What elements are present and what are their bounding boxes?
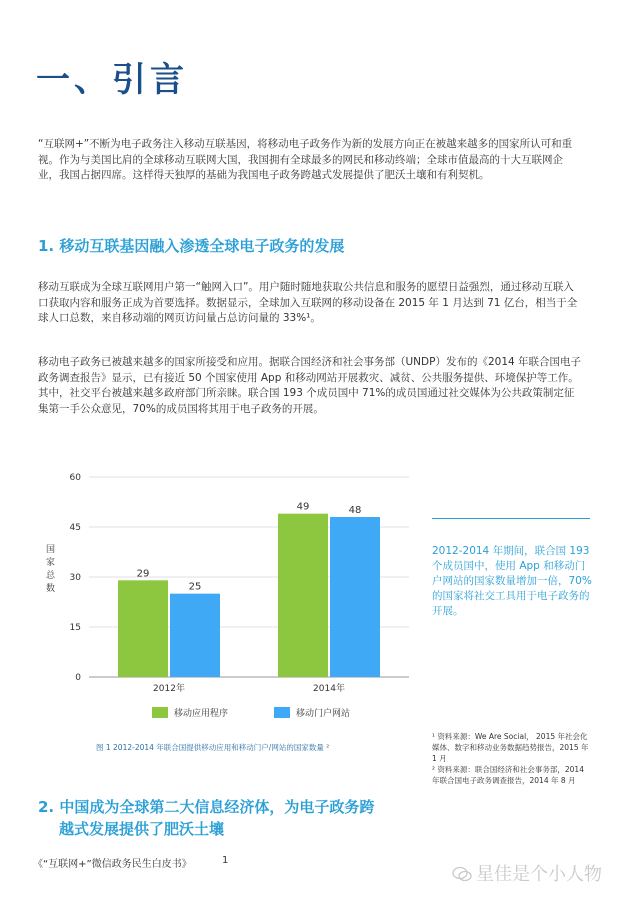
y-tick-label: 60 [69, 473, 81, 483]
legend-label: 移动门户网站 [296, 709, 351, 719]
figure-caption: 图 1 2012-2014 年联合国提供移动应用和移动门户/网站的国家数量 ² [96, 743, 330, 752]
y-axis-ticks [70, 473, 82, 683]
section-1-heading: 1. 移动互联基因融入渗透全球电子政务的发展 [38, 237, 345, 255]
y-tick-label: 30 [69, 573, 81, 583]
y-axis-label: 国家总数 [46, 545, 56, 594]
y-tick-label: 45 [69, 523, 81, 533]
sidebar-rule [432, 518, 590, 519]
page-title: 一、引言 [36, 60, 188, 100]
chart-legend [152, 707, 350, 719]
y-tick-label: 15 [69, 623, 81, 633]
section-2-heading [38, 796, 374, 840]
x-axis-labels [153, 682, 345, 694]
bar-chart [34, 462, 414, 737]
watermark-text: 星佳是个小人物 [476, 864, 602, 885]
page-number: 1 [222, 855, 229, 866]
data-label: 48 [348, 505, 362, 516]
footnote-1: ¹ 资料来源：We Are Social， 2015 年社会化媒体、数字和移动业务数据趋势报告，2015 年 1 月 [432, 732, 589, 763]
data-label: 25 [188, 581, 202, 593]
legend-label: 移动应用程序 [174, 709, 229, 719]
bar [278, 514, 328, 677]
intro-paragraph: “互联网+”不断为电子政务注入移动互联基因，将移动电子政务作为新的发展方向正在被越来越多的国家所认可和重视。作为与美国比肩的全球移动互联网大国，我国拥有全球最多的网民和移动终端；全球市值最高的十大互联网企业，我国占据四席。这样得天独厚的基础为我国电子政务跨越式发展提供了肥沃土壤和有利契机。 [38, 138, 573, 181]
legend-swatch [152, 707, 168, 718]
footnotes [432, 731, 592, 786]
data-label: 49 [296, 501, 310, 513]
bar [118, 580, 168, 677]
footnote-2: ² 资料来源：联合国经济和社会事务部，2014 年联合国电子政务调查报告，2014 年 8 月 [432, 765, 584, 785]
section-2-heading-line-2: 越式发展提供了肥沃土壤 [59, 820, 225, 838]
footer-title: 《“互联网+”微信政务民生白皮书》 [33, 859, 192, 870]
x-tick-label: 2012年 [153, 684, 185, 694]
y-tick-label: 0 [75, 673, 81, 683]
legend-swatch [274, 707, 290, 718]
bar [330, 517, 380, 677]
wechat-icon [452, 866, 472, 882]
sidebar-note: 2012-2014 年期间，联合国 193 个成员国中，使用 App 和移动门户网站的国家数量增加一倍，70%的国家将社交工具用于电子政务的开展。 [432, 545, 592, 617]
chart-bars [118, 502, 380, 677]
data-label: 29 [136, 568, 150, 580]
bar [170, 594, 220, 677]
section-1-paragraph-2: 移动电子政务已被越来越多的国家所接受和应用。据联合国经济和社会事务部（UNDP）发布的《2014 年联合国电子政务调查报告》显示，已有接近 50 个国家使用 App 和移动网站开展救灾、减贫、公共服务提供、环境保护等工作。其中，社交平台被越来越多政府部门所亲睐。联合国 193 个成员国中 71%的成员国通过社交媒体为公共政策制定征集第一手公众意见，70%的成员国将其用于电子政务的开展。 [38, 356, 582, 415]
section-1-paragraph-1: 移动互联成为全球互联网用户第一“触网入口”。用户随时随地获取公共信息和服务的愿望日益强烈，通过移动互联入口获取内容和服务正成为首要选择。数据显示，全球加入互联网的移动设备在 2015 年 1 月达到 71 亿台，相当于全球人口总数，来自移动端的网页访问量占总访问量的 33%¹。 [38, 281, 578, 324]
x-tick-label: 2014年 [313, 684, 345, 694]
section-2-heading-line-1: 2. 中国成为全球第二大信息经济体，为电子政务跨 [38, 798, 375, 816]
